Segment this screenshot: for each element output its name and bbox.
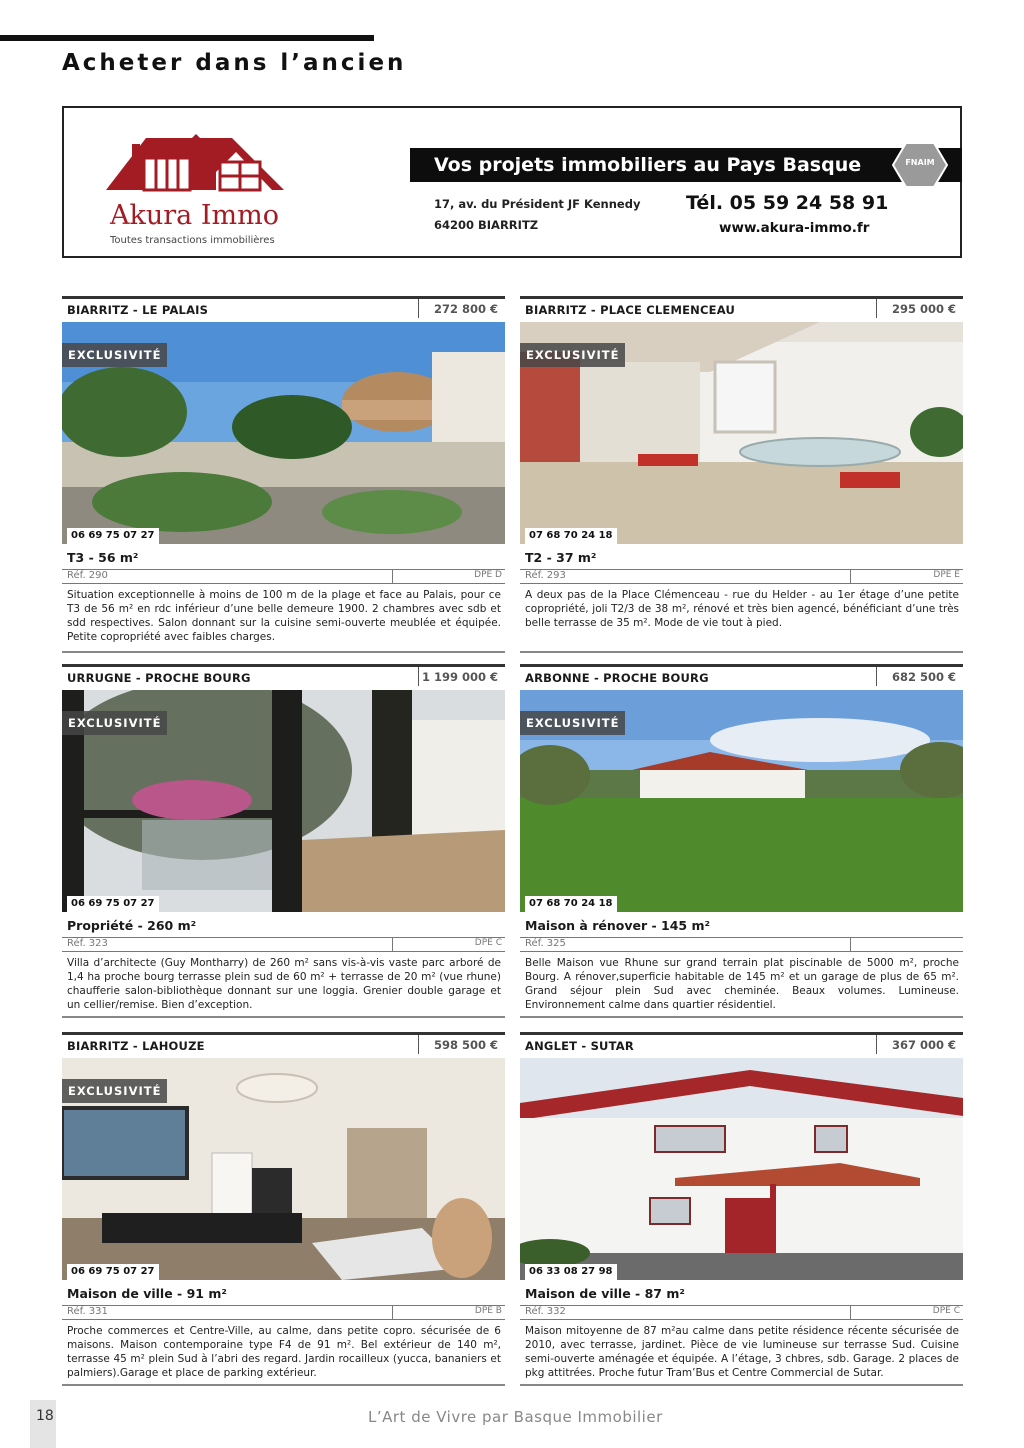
listing-header: [520, 1032, 963, 1054]
listing-location: URRUGNE - PROCHE BOURG: [67, 671, 251, 685]
listing-location: BIARRITZ - LE PALAIS: [67, 303, 209, 317]
listing-price-box: [418, 299, 505, 318]
dpe-rating: DPE C: [474, 938, 502, 948]
divider: [520, 1384, 963, 1386]
listing-reference: Réf. 323: [67, 938, 108, 949]
listing-ref-row: [62, 1305, 505, 1320]
listing-photo[interactable]: [62, 690, 505, 912]
footer-text: L’Art de Vivre par Basque Immobilier: [368, 1408, 663, 1426]
dpe-box: [850, 570, 964, 583]
listing-price: 295 000 €: [891, 302, 956, 316]
listing-location: ARBONNE - PROCHE BOURG: [525, 671, 709, 685]
agency-phone[interactable]: Tél. 05 59 24 58 91: [686, 192, 889, 214]
listing-header: [520, 664, 963, 686]
listing-ref-row: [520, 569, 963, 584]
exclusive-badge: EXCLUSIVITÉ: [62, 711, 167, 735]
logo-tagline: Toutes transactions immobilières: [110, 235, 275, 246]
listing-card[interactable]: [62, 296, 505, 651]
page-number: 18: [36, 1408, 54, 1424]
divider: [62, 651, 505, 653]
exclusive-badge: EXCLUSIVITÉ: [62, 343, 167, 367]
listing-price-box: [876, 1035, 963, 1054]
house-logo-icon: [104, 132, 286, 194]
listing-header: [62, 296, 505, 318]
listing-type: Maison à rénover - 145 m²: [525, 918, 710, 933]
dpe-rating: DPE E: [933, 570, 960, 580]
listing-type: Maison de ville - 87 m²: [525, 1286, 685, 1301]
listing-card[interactable]: [62, 664, 505, 1019]
listing-price: 272 800 €: [433, 302, 498, 316]
divider: [520, 1016, 963, 1018]
agency-website-link[interactable]: www.akura-immo.fr: [719, 220, 870, 236]
listing-photo[interactable]: [520, 690, 963, 912]
listing-ref-row: [62, 937, 505, 952]
agent-phone[interactable]: 06 69 75 07 27: [67, 528, 159, 544]
agent-phone[interactable]: 07 68 70 24 18: [525, 528, 617, 544]
listing-type: T3 - 56 m²: [67, 550, 139, 565]
divider: [62, 1016, 505, 1018]
listing-type: T2 - 37 m²: [525, 550, 597, 565]
listing-price-box: [418, 1035, 505, 1054]
listing-card[interactable]: [520, 296, 963, 651]
listing-location: BIARRITZ - LAHOUZE: [67, 1039, 205, 1053]
dpe-box: [392, 938, 506, 951]
listing-ref-row: [520, 937, 963, 952]
dpe-box: [392, 570, 506, 583]
agent-phone[interactable]: 06 69 75 07 27: [67, 896, 159, 912]
agent-phone[interactable]: 06 69 75 07 27: [67, 1264, 159, 1280]
listing-description: Proche commerces et Centre-Ville, au calme, dans petite copro. sécurisée de 6 maisons. Maison contemporaine type F4 de 91 m². Bel extérieur de 140 m², terrasse 45 m² plein Sud à l’abri des regard. Jardin rocailleux (yucca, bananiers et palmiers).Garage et place de parking extérieur.: [67, 1325, 501, 1379]
logo-wordmark: Akura Immo: [110, 200, 279, 231]
listing-type: Propriété - 260 m²: [67, 918, 197, 933]
listing-price: 682 500 €: [891, 670, 956, 684]
top-rule: [0, 35, 374, 41]
listing-price-box: [876, 299, 963, 318]
exclusive-badge: EXCLUSIVITÉ: [520, 343, 625, 367]
listing-reference: Réf. 325: [525, 938, 566, 949]
listing-header: [520, 296, 963, 318]
listing-location: BIARRITZ - PLACE CLEMENCEAU: [525, 303, 735, 317]
listing-photo[interactable]: [520, 322, 963, 544]
listing-photo[interactable]: [62, 1058, 505, 1280]
agency-logo: [100, 132, 290, 247]
listing-description: Situation exceptionnelle à moins de 100 m de la plage et face au Palais, pour ce T3 de 56 m² en rdc inférieur d’une belle demeure 1900. 2 chambres avec sdb et sdd respectives. Salon donnant sur la cuisine semi-ouverte meublée et équipée. Petite copropriété avec faibles charges.: [67, 589, 501, 643]
listing-price: 1 199 000 €: [421, 670, 498, 684]
listing-reference: Réf. 332: [525, 1306, 566, 1317]
dpe-box: [850, 1306, 964, 1319]
listing-reference: Réf. 331: [67, 1306, 108, 1317]
listing-photo[interactable]: [62, 322, 505, 544]
listing-card[interactable]: [520, 1032, 963, 1387]
listing-ref-row: [520, 1305, 963, 1320]
listing-header: [62, 1032, 505, 1054]
section-title: Acheter dans l’ancien: [62, 50, 407, 76]
exclusive-badge: EXCLUSIVITÉ: [520, 711, 625, 735]
listing-price: 367 000 €: [891, 1038, 956, 1052]
dpe-rating: DPE B: [474, 1306, 502, 1316]
listing-description: Maison mitoyenne de 87 m²au calme dans petite résidence récente sécurisée de 2010, avec terrasse, jardinet. Pièce de vie lumineuse sur terrasse Sud. Cuisine semi-ouverte aménagée et équipée. A l’étage, 3 chbres, sdb. Garage. 2 places de pkg attitrées. Proche futur Tram’Bus et Centre Commercial de Sutar.: [525, 1325, 959, 1379]
divider: [520, 651, 963, 653]
agency-banner: [62, 106, 962, 258]
listing-price-box: [876, 667, 963, 686]
agency-address-line1: 17, av. du Président JF Kennedy: [434, 197, 641, 211]
listing-ref-row: [62, 569, 505, 584]
listing-header: [62, 664, 505, 686]
agent-phone[interactable]: 06 33 08 27 98: [525, 1264, 617, 1280]
listing-card[interactable]: [520, 664, 963, 1019]
dpe-box: [392, 1306, 506, 1319]
dpe-rating: DPE C: [932, 1306, 960, 1316]
divider: [62, 1384, 505, 1386]
exclusive-badge: EXCLUSIVITÉ: [62, 1079, 167, 1103]
listing-description: Villa d’architecte (Guy Montharry) de 260 m² sans vis-à-vis vaste parc arboré de 1,4 ha proche bourg terrasse plein sud de 60 m² + terrasse de 20 m² (vue rhune) chaufferie salon-bibliothèque donnant sur une loggia. Grenier double garage et un cellier/remise. Bien d’exception.: [67, 957, 501, 1011]
listing-price: 598 500 €: [433, 1038, 498, 1052]
listing-reference: Réf. 290: [67, 570, 108, 581]
listing-reference: Réf. 293: [525, 570, 566, 581]
agency-address-line2: 64200 BIARRITZ: [434, 218, 539, 232]
listing-description: Belle Maison vue Rhune sur grand terrain plat piscinable de 5000 m², proche Bourg. A rénover,superficie habitable de 145 m² et un garage de plus de 65 m². Grand séjour plein Sud avec cheminée. Beaux volumes. Lumineuse. Environnement calme dans quartier résidentiel.: [525, 957, 959, 1011]
agent-phone[interactable]: 07 68 70 24 18: [525, 896, 617, 912]
listing-price-box: [418, 667, 505, 686]
listing-type: Maison de ville - 91 m²: [67, 1286, 227, 1301]
listing-location: ANGLET - SUTAR: [525, 1039, 634, 1053]
listing-card[interactable]: [62, 1032, 505, 1387]
page-number-tab: [30, 1400, 56, 1448]
fnaim-badge: [892, 141, 948, 189]
dpe-rating: DPE D: [474, 570, 502, 580]
listing-photo[interactable]: [520, 1058, 963, 1280]
fnaim-label: FNAIM: [905, 158, 935, 167]
slogan-bar: [410, 148, 962, 182]
agency-slogan: Vos projets immobiliers au Pays Basque: [434, 154, 862, 176]
listing-description: A deux pas de la Place Clémenceau - rue du Helder - au 1er étage d’une petite copropriété, joli T2/3 de 38 m², rénové et très bien agencé, bénéficiant d’une très belle terrasse de 35 m². Mode de vie tout à pied.: [525, 589, 959, 629]
dpe-box: [850, 938, 964, 951]
